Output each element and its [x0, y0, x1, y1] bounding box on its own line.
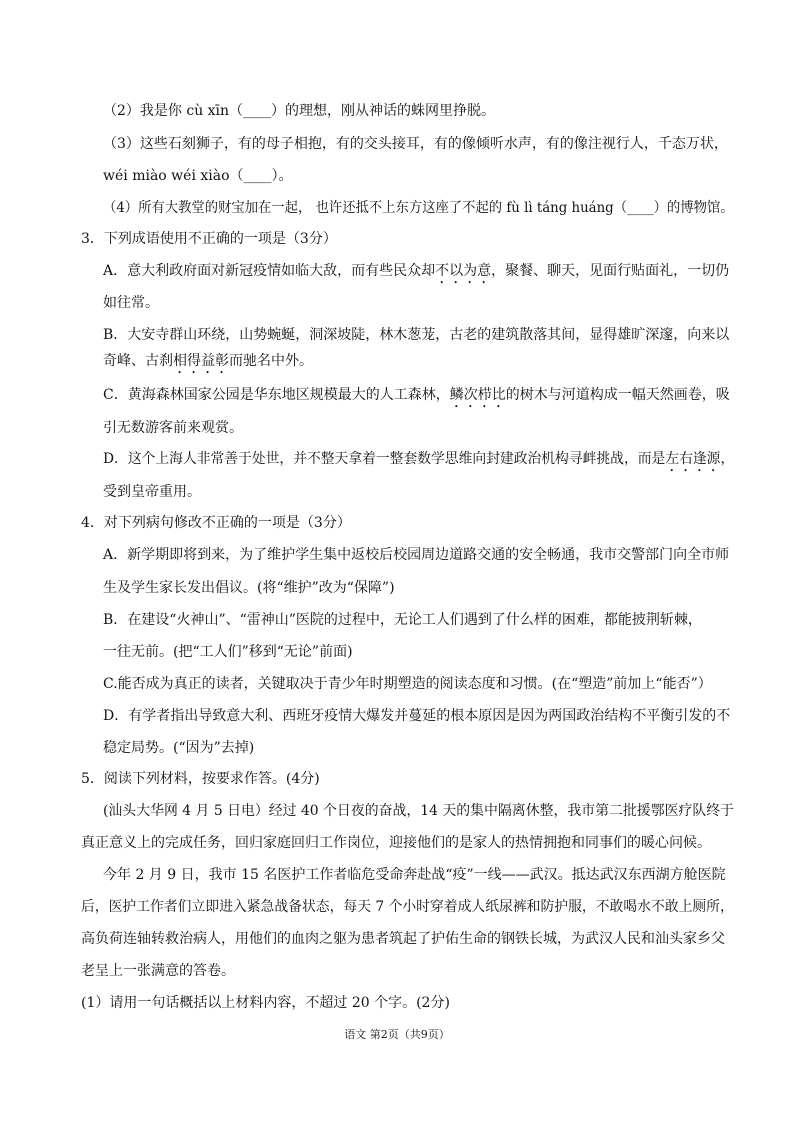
q5-material-para2-line4: 老呈上一张满意的答卷。 — [81, 963, 235, 979]
q4-option-c-line1: C.能否成为真正的读者，关键取决于青少年时期塑造的阅读态度和习惯。(在“塑造”前加上“能否”） — [103, 676, 712, 692]
q3-option-a-line1: A．意大利政府面对新冠疫情如临大敌，而有些民众却不以为意，聚餐、聊天，见面行贴面礼，一切仍 — [103, 263, 730, 279]
q3-option-b-line2: 奇峰、古刹相得益彰而驰名中外。 — [103, 353, 313, 369]
q4-option-d-line1: D．有学者指出导致意大利、西班牙疫情大爆发并蔓延的根本原因是因为两国政治结构不平衡引发的不 — [103, 708, 731, 724]
q2-item-3-line1: （3）这些石刻狮子，有的母子相抱，有的交头接耳，有的像倾听水声，有的像注视行人，千态万状， — [103, 136, 728, 152]
q5-material-para1-line1: (汕头大华网 4 月 5 日电）经过 40 个日夜的奋战，14 天的集中隔离休整，我市第二批援鄂医疗队终于 — [103, 803, 735, 819]
q4-option-b-line1: B．在建设“火神山”、“雷神山”医院的过程中，无论工人们遇到了什么样的困难，都能披荆斩棘， — [103, 612, 702, 628]
q2-item-2: （2）我是你 cù xīn（____）的理想，刚从神话的蛛网里挣脱。 — [103, 103, 496, 119]
q4-option-b-line2: 一往无前。(把“工人们”移到“无论”前面) — [103, 644, 353, 660]
q3-option-b-line1: B．大安寺群山环绕，山势蜿蜒，洞深坡陡，林木葱茏，古老的建筑散落其间，显得雄旷深邃，向来以 — [103, 327, 730, 343]
q3-option-a-line2: 如往常。 — [103, 295, 159, 311]
q4-option-a-line2: 生及学生家长发出倡议。(将“维护”改为“保障”) — [103, 580, 395, 596]
q3-option-d-line2: 受到皇帝重用。 — [103, 484, 201, 500]
q3-stem: 3．下列成语使用不正确的一项是（3分） — [81, 231, 337, 247]
q3-option-c-line1: C．黄海森林国家公园是华东地区规模最大的人工森林，鳞次栉比的树木与河道构成一幅天然画卷，吸 — [103, 387, 730, 403]
emphasized-idiom: 相得益彰 — [173, 353, 229, 369]
q4-stem: 4．对下列病句修改不正确的一项是（3分） — [81, 515, 351, 531]
q2-item-4: （4）所有大教堂的财宝加在一起， 也许还抵不上东方这座了不起的 fù lì táng huáng（____）的博物馆。 — [103, 200, 734, 216]
q5-material-para2-line3: 高负荷连轴转救治病人，用他们的血肉之躯为患者筑起了护佑生命的钢铁长城，为武汉人民和汕头家乡父 — [81, 931, 725, 947]
emphasized-idiom: 左右逢源 — [665, 451, 721, 467]
q5-material-para2-line2: 后，医护工作者们立即进入紧急战备状态，每天 7 个小时穿着成人纸尿裤和防护服，不敢喝水不敢上厕所， — [81, 899, 734, 915]
q5-material-para2-line1: 今年 2 月 9 日，我市 15 名医护工作者临危受命奔赴战“疫”一线——武汉。抵达武汉东西湖方舱医院 — [103, 867, 726, 883]
q2-item-3-line2: wéi miào wéi xiào（____）。 — [103, 168, 293, 184]
q5-stem: 5．阅读下列材料，按要求作答。(4分) — [81, 771, 320, 787]
q4-option-a-line1: A．新学期即将到来，为了维护学生集中返校后校园周边道路交通的安全畅通，我市交警部门向全市师 — [103, 547, 730, 563]
q4-option-d-line2: 稳定局势。(“因为”去掉) — [103, 740, 255, 756]
q3-option-c-line2: 引无数游客前来观赏。 — [103, 420, 243, 436]
q5-subquestion-1: (1）请用一句话概括以上材料内容，不超过 20 个字。(2分) — [81, 995, 450, 1011]
q5-material-para1-line2: 真正意义上的完成任务，回归家庭回归工作岗位，迎接他们的是家人的热情拥抱和同事们的暖心问候。 — [81, 835, 711, 851]
q3-option-d-line1: D．这个上海人非常善于处世，并不整天拿着一整套数学思维向封建政治机构寻衅挑战，而是左右逢源， — [103, 451, 735, 467]
page-footer: 语文 第2页（共9页） — [344, 1028, 450, 1041]
emphasized-idiom: 不以为意 — [435, 263, 492, 279]
emphasized-idiom: 鳞次栉比 — [449, 387, 506, 403]
